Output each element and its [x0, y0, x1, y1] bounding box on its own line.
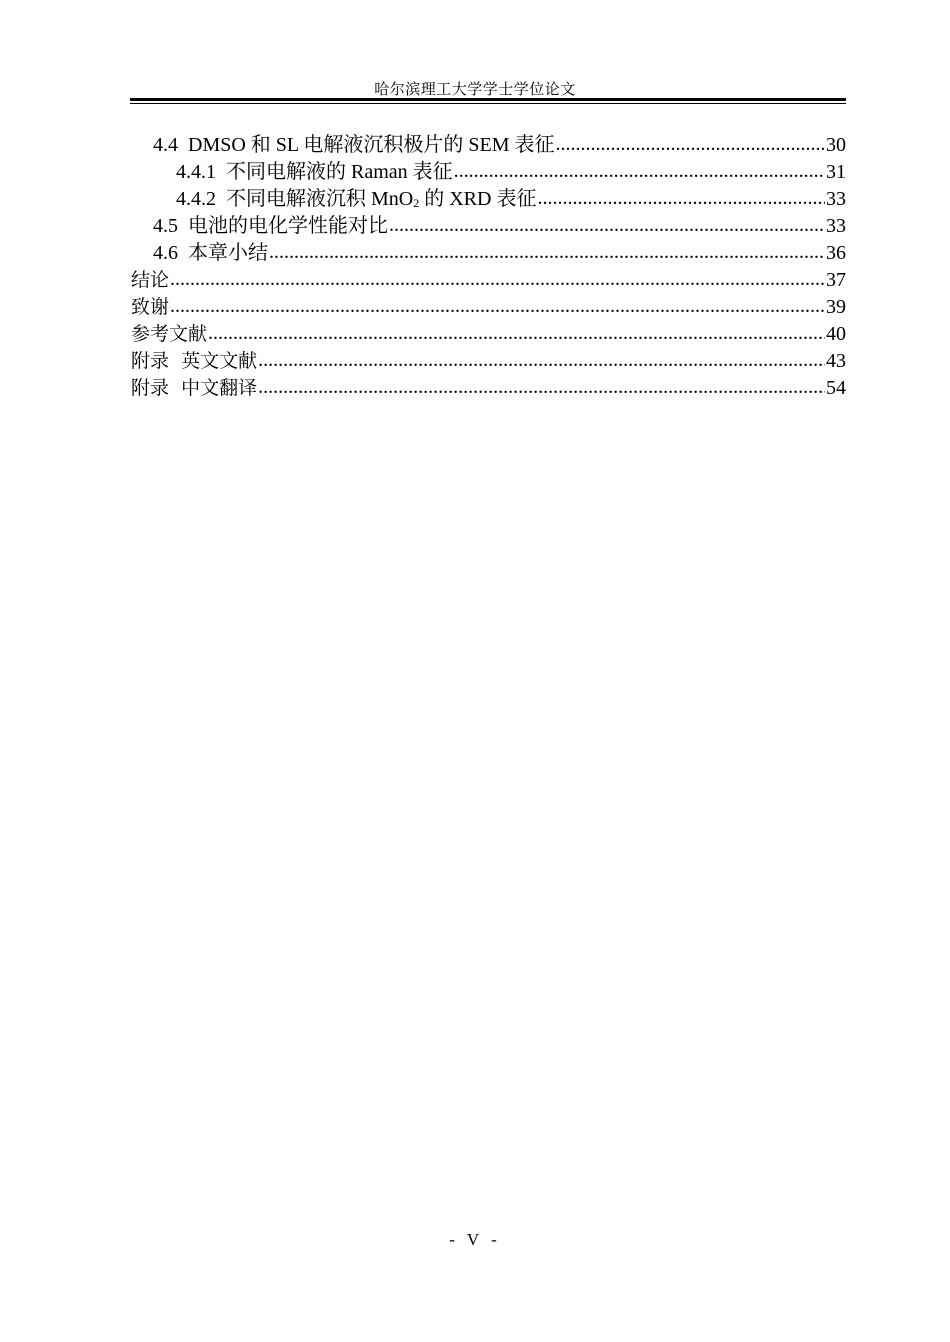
toc-entry-title: 结论 — [131, 269, 170, 291]
toc-entry-title-subscript: 2 — [413, 196, 420, 210]
toc-entry-page: 37 — [826, 269, 846, 291]
toc-dot-leader — [454, 158, 825, 185]
toc-entry-page: 54 — [826, 377, 846, 399]
toc-entry-title-pre: 不同电解液沉积 MnO — [226, 188, 414, 210]
toc-entry-page: 43 — [826, 350, 846, 372]
toc-entry-number: 4.4.1 — [176, 161, 216, 183]
toc-dot-leader — [258, 347, 825, 374]
page-number: - V - — [449, 1230, 501, 1249]
table-of-contents — [131, 132, 846, 402]
toc-entry-4-6[interactable] — [131, 240, 846, 267]
toc-entry-4-4-1[interactable] — [131, 159, 846, 186]
toc-dot-leader — [170, 293, 825, 320]
toc-entry-appendix-chinese[interactable] — [131, 375, 846, 402]
toc-entry-title: 电池的电化学性能对比 — [188, 215, 388, 237]
toc-entry-title: 参考文献 — [131, 323, 208, 345]
toc-entry-4-4-2[interactable] — [131, 186, 846, 213]
toc-entry-page: 33 — [826, 188, 846, 210]
toc-entry-title: 附录 英文文献 — [131, 350, 258, 372]
toc-dot-leader — [389, 212, 825, 239]
toc-dot-leader — [537, 185, 825, 212]
toc-entry-page: 33 — [826, 215, 846, 237]
toc-dot-leader — [170, 266, 825, 293]
toc-entry-conclusion[interactable] — [131, 267, 846, 294]
toc-entry-number: 4.5 — [153, 215, 178, 237]
header-rule-thick — [130, 98, 846, 101]
toc-entry-appendix-english[interactable] — [131, 348, 846, 375]
toc-dot-leader — [556, 131, 825, 158]
toc-entry-title: 致谢 — [131, 296, 170, 318]
toc-entry-4-4[interactable] — [131, 132, 846, 159]
toc-entry-number: 4.4.2 — [176, 188, 216, 210]
toc-entry-acknowledgements[interactable] — [131, 294, 846, 321]
toc-entry-number: 4.4 — [153, 134, 178, 156]
toc-dot-leader — [208, 320, 825, 347]
toc-entry-number: 4.6 — [153, 242, 178, 264]
toc-entry-title: 不同电解液的 Raman 表征 — [226, 161, 453, 183]
toc-entry-page: 30 — [826, 134, 846, 156]
toc-entry-title-post: 的 XRD 表征 — [419, 188, 537, 210]
header-rule-thin — [130, 103, 846, 104]
toc-entry-page: 40 — [826, 323, 846, 345]
toc-entry-title: 附录 中文翻译 — [131, 377, 258, 399]
toc-entry-page: 39 — [826, 296, 846, 318]
toc-entry-4-5[interactable] — [131, 213, 846, 240]
toc-dot-leader — [258, 374, 825, 401]
toc-entry-page: 31 — [826, 161, 846, 183]
toc-entry-title: DMSO 和 SL 电解液沉积极片的 SEM 表征 — [188, 134, 555, 156]
toc-entry-references[interactable] — [131, 321, 846, 348]
toc-dot-leader — [269, 239, 825, 266]
toc-entry-title: 本章小结 — [188, 242, 268, 264]
toc-entry-page: 36 — [826, 242, 846, 264]
header-title: 哈尔滨理工大学学士学位论文 — [374, 82, 576, 98]
